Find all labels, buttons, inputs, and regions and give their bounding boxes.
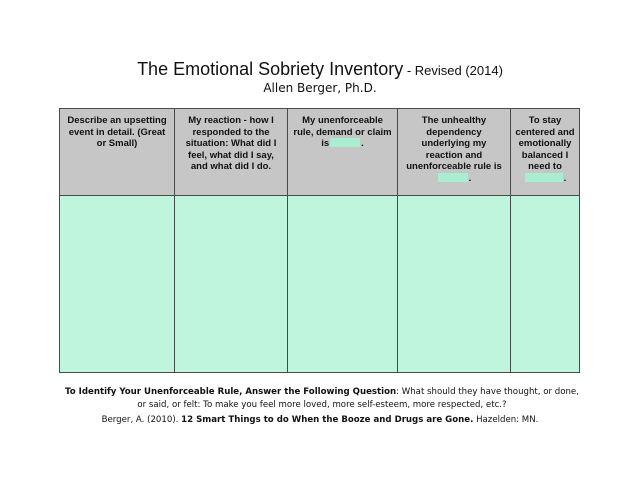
page-title [0, 58, 640, 82]
entry-cell-reaction[interactable] [175, 196, 288, 373]
citation-author: Berger, A. (2010). [101, 415, 182, 425]
column-header-reaction [175, 109, 288, 196]
entry-cell-rule[interactable] [288, 196, 398, 373]
title-main: The Emotional Sobriety Inventory [137, 59, 404, 79]
column-header-centered [511, 109, 580, 196]
column-header-event [60, 109, 175, 196]
column-header-suffix: . [361, 138, 364, 149]
fill-in-blank [525, 173, 563, 182]
column-header-suffix: . [468, 172, 472, 184]
citation [60, 414, 580, 427]
instruction-heading: To Identify Your Unenforceable Rule, Answer the Following Question [65, 387, 397, 397]
citation-book-title: 12 Smart Things to do When the Booze and Drugs are Gone. [181, 415, 474, 425]
inventory-table [59, 108, 580, 373]
column-header-label: Describe an upsetting event in detail. (Great or Small) [67, 115, 167, 149]
instruction-text [62, 386, 582, 412]
fill-in-blank [330, 138, 360, 147]
fill-in-blank [438, 173, 468, 182]
header-row [60, 109, 580, 196]
instruction-body: : What should they have thought, or done, or said, or felt: To make you feel more loved, more self-esteem, more respected, etc.? [137, 387, 579, 410]
column-header-label: The unhealthy dependency underlying my reaction and unenforceable rule is [406, 115, 502, 172]
entry-row [60, 196, 580, 373]
column-header-suffix: . [563, 172, 567, 184]
column-header-label: To stay centered and emotionally balanced I need to [515, 115, 575, 172]
entry-cell-event[interactable] [60, 196, 175, 373]
title-subtitle: - Revised (2014) [403, 63, 503, 78]
entry-cell-dependency[interactable] [398, 196, 511, 373]
citation-publisher: Hazelden: MN. [473, 415, 539, 425]
column-header-dependency [398, 109, 511, 196]
column-header-label: My unenforceable rule, demand or claim is [293, 115, 392, 149]
column-header-rule [288, 109, 398, 196]
author-name: Allen Berger, Ph.D. [263, 81, 377, 95]
column-header-label: My reaction - how I responded to the situation: What did I feel, what did I say, and what did I do. [185, 115, 277, 172]
entry-cell-centered[interactable] [511, 196, 580, 373]
